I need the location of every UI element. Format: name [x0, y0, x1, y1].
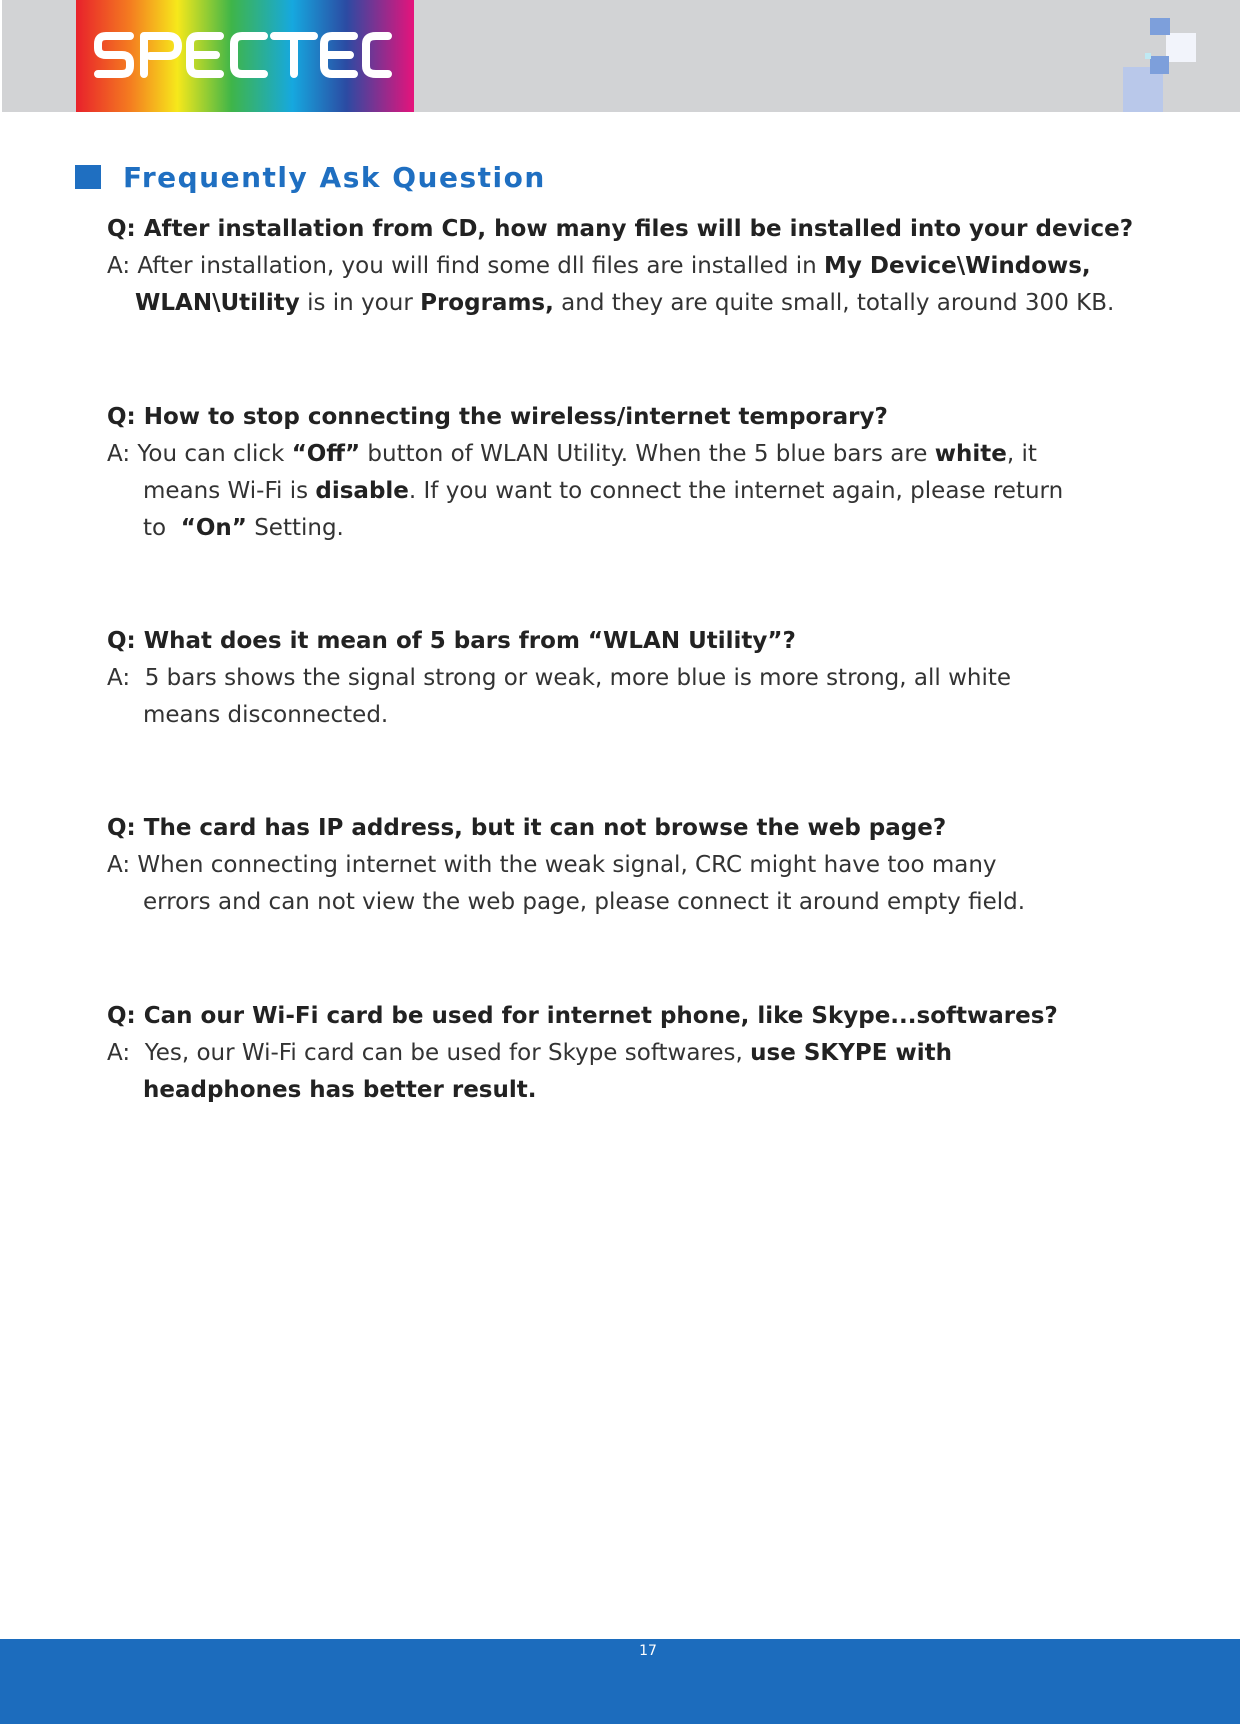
answer-bold: WLAN\Utility: [135, 290, 300, 316]
answer-text: A: 5 bars shows the signal strong or weak, more blue is more strong, all white: [107, 665, 1012, 691]
answer-bold: “On”: [180, 515, 247, 541]
answer-bold: use SKYPE with: [750, 1040, 952, 1066]
deco-square-3: [1150, 18, 1170, 35]
answer-text: means Wi-Fi is: [143, 478, 316, 504]
answer-text: button of WLAN Utility. When the 5 blue bars are: [360, 441, 935, 467]
answer-bold: My Device\Windows,: [824, 253, 1091, 279]
faq-answer: [107, 847, 1147, 921]
answer-text: A: When connecting internet with the weak signal, CRC might have too many: [107, 852, 997, 878]
answer-text: to: [143, 515, 181, 541]
faq-item: [107, 810, 1147, 921]
faq-question: Q: How to stop connecting the wireless/internet temporary?: [107, 404, 888, 430]
answer-bold: “Off”: [291, 441, 361, 467]
answer-text: A: Yes, our Wi-Fi card can be used for Skype softwares,: [107, 1040, 751, 1066]
faq-item: [107, 399, 1147, 547]
deco-square-2: [1166, 33, 1196, 62]
faq-answer: [107, 660, 1147, 734]
title-bullet-square: [75, 165, 101, 189]
answer-text: is in your: [299, 290, 421, 316]
answer-bold: Programs,: [420, 290, 554, 316]
faq-question: Q: Can our Wi-Fi card be used for internet phone, like Skype...softwares?: [107, 1003, 1058, 1029]
answer-text: . If you want to connect the internet again, please return: [408, 478, 1064, 504]
answer-text: A: After installation, you will find some dll files are installed in: [107, 253, 825, 279]
deco-square-4: [1150, 56, 1169, 74]
faq-question: Q: The card has IP address, but it can not browse the web page?: [107, 815, 947, 841]
page-number: 17: [639, 1643, 657, 1659]
faq-question: Q: What does it mean of 5 bars from “WLAN Utility”?: [107, 628, 796, 654]
page-title: Frequently Ask Question: [123, 160, 546, 194]
answer-bold: disable: [315, 478, 409, 504]
faq-answer: [107, 1035, 1147, 1109]
faq-answer: [107, 436, 1147, 547]
faq-item: [107, 211, 1147, 322]
answer-text: means disconnected.: [143, 702, 389, 728]
faq-answer: [107, 248, 1147, 322]
faq-item: [107, 623, 1147, 734]
answer-bold: white: [934, 441, 1007, 467]
faq-question: Q: After installation from CD, how many files will be installed into your device?: [107, 216, 1134, 242]
answer-text: , it: [1006, 441, 1037, 467]
answer-bold: headphones has better result.: [143, 1077, 537, 1103]
answer-text: Setting.: [246, 515, 344, 541]
spectec-logo-lettering: [92, 24, 392, 86]
answer-text: and they are quite small, totally around 300 KB.: [553, 290, 1115, 316]
answer-text: errors and can not view the web page, please connect it around empty field.: [143, 889, 1026, 915]
answer-text: A: You can click: [107, 441, 292, 467]
spectec-logo: [76, 0, 414, 112]
deco-square-5: [1145, 53, 1151, 59]
section-title: [75, 159, 546, 195]
faq-item: [107, 998, 1147, 1109]
